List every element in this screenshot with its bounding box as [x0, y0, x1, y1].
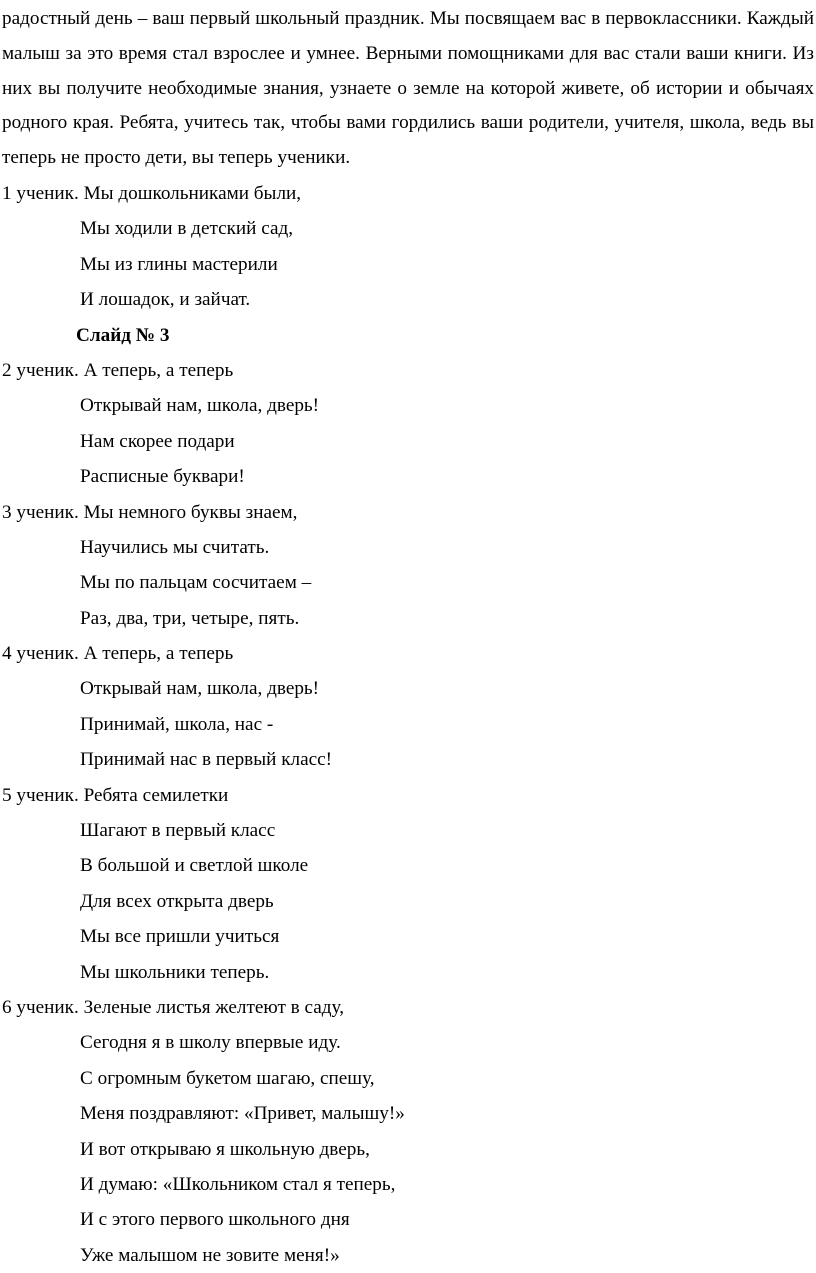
script-line-21: Для всех открыта дверь — [80, 890, 274, 912]
script-line-28: И вот открываю я школьную дверь, — [80, 1138, 370, 1160]
script-line-18: 5 ученик. Ребята семилетки — [2, 784, 229, 806]
script-line-4: И лошадок, и зайчат. — [80, 289, 251, 311]
slide-heading: Слайд № 3 — [76, 324, 170, 346]
script-line-12: Мы по пальцам сосчитаем – — [80, 572, 312, 594]
script-line-25: Сегодня я в школу впервые иду. — [80, 1032, 341, 1054]
script-line-16: Принимай, школа, нас - — [80, 713, 274, 735]
script-line-3: Мы из глины мастерили — [80, 253, 278, 275]
script-line-15: Открывай нам, школа, дверь! — [80, 678, 320, 700]
script-line-10: 3 ученик. Мы немного буквы знаем, — [2, 501, 298, 523]
script-line-13: Раз, два, три, четыре, пять. — [80, 607, 300, 629]
script-line-19: Шагают в первый класс — [80, 820, 276, 842]
intro-paragraph: радостный день – ваш первый школьный праздник. Мы посвящаем вас в первоклассники. Каждый малыш за это время стал взрослее и умнее. Верными помощниками для вас стали ваши книги. Из них вы получите необходимые знания, узнаете о земле на которой живете, об истории и обычаях родного края. Ребята, учитесь так, чтобы вами гордились ваши родители, учителя, школа, ведь вы теперь не просто дети, вы теперь ученики. — [2, 8, 814, 169]
script-line-7: Открывай нам, школа, дверь! — [80, 395, 320, 417]
script-line-22: Мы все пришли учиться — [80, 926, 280, 948]
script-line-29: И думаю: «Школьником стал я теперь, — [80, 1173, 396, 1195]
script-line-27: Меня поздравляют: «Привет, малышу!» — [80, 1103, 405, 1125]
script-line-17: Принимай нас в первый класс! — [80, 749, 333, 771]
script-lines — [0, 176, 816, 1273]
script-line-20: В большой и светлой школе — [80, 855, 309, 877]
script-line-30: И с этого первого школьного дня — [80, 1209, 350, 1231]
script-line-11: Научились мы считать. — [80, 536, 270, 558]
script-line-9: Расписные буквари! — [80, 466, 245, 488]
script-line-26: С огромным букетом шагаю, спешу, — [80, 1067, 375, 1089]
script-line-6: 2 ученик. А теперь, а теперь — [2, 359, 234, 381]
script-line-24: 6 ученик. Зеленые листья желтеют в саду, — [2, 996, 345, 1018]
script-line-1: 1 ученик. Мы дошкольниками были, — [2, 183, 302, 204]
script-line-8: Нам скорее подари — [80, 430, 235, 452]
script-line-23: Мы школьники теперь. — [80, 961, 270, 983]
script-line-31: Уже малышом не зовите меня!» — [80, 1244, 340, 1266]
script-line-2: Мы ходили в детский сад, — [80, 218, 294, 240]
script-line-14: 4 ученик. А теперь, а теперь — [2, 643, 234, 665]
